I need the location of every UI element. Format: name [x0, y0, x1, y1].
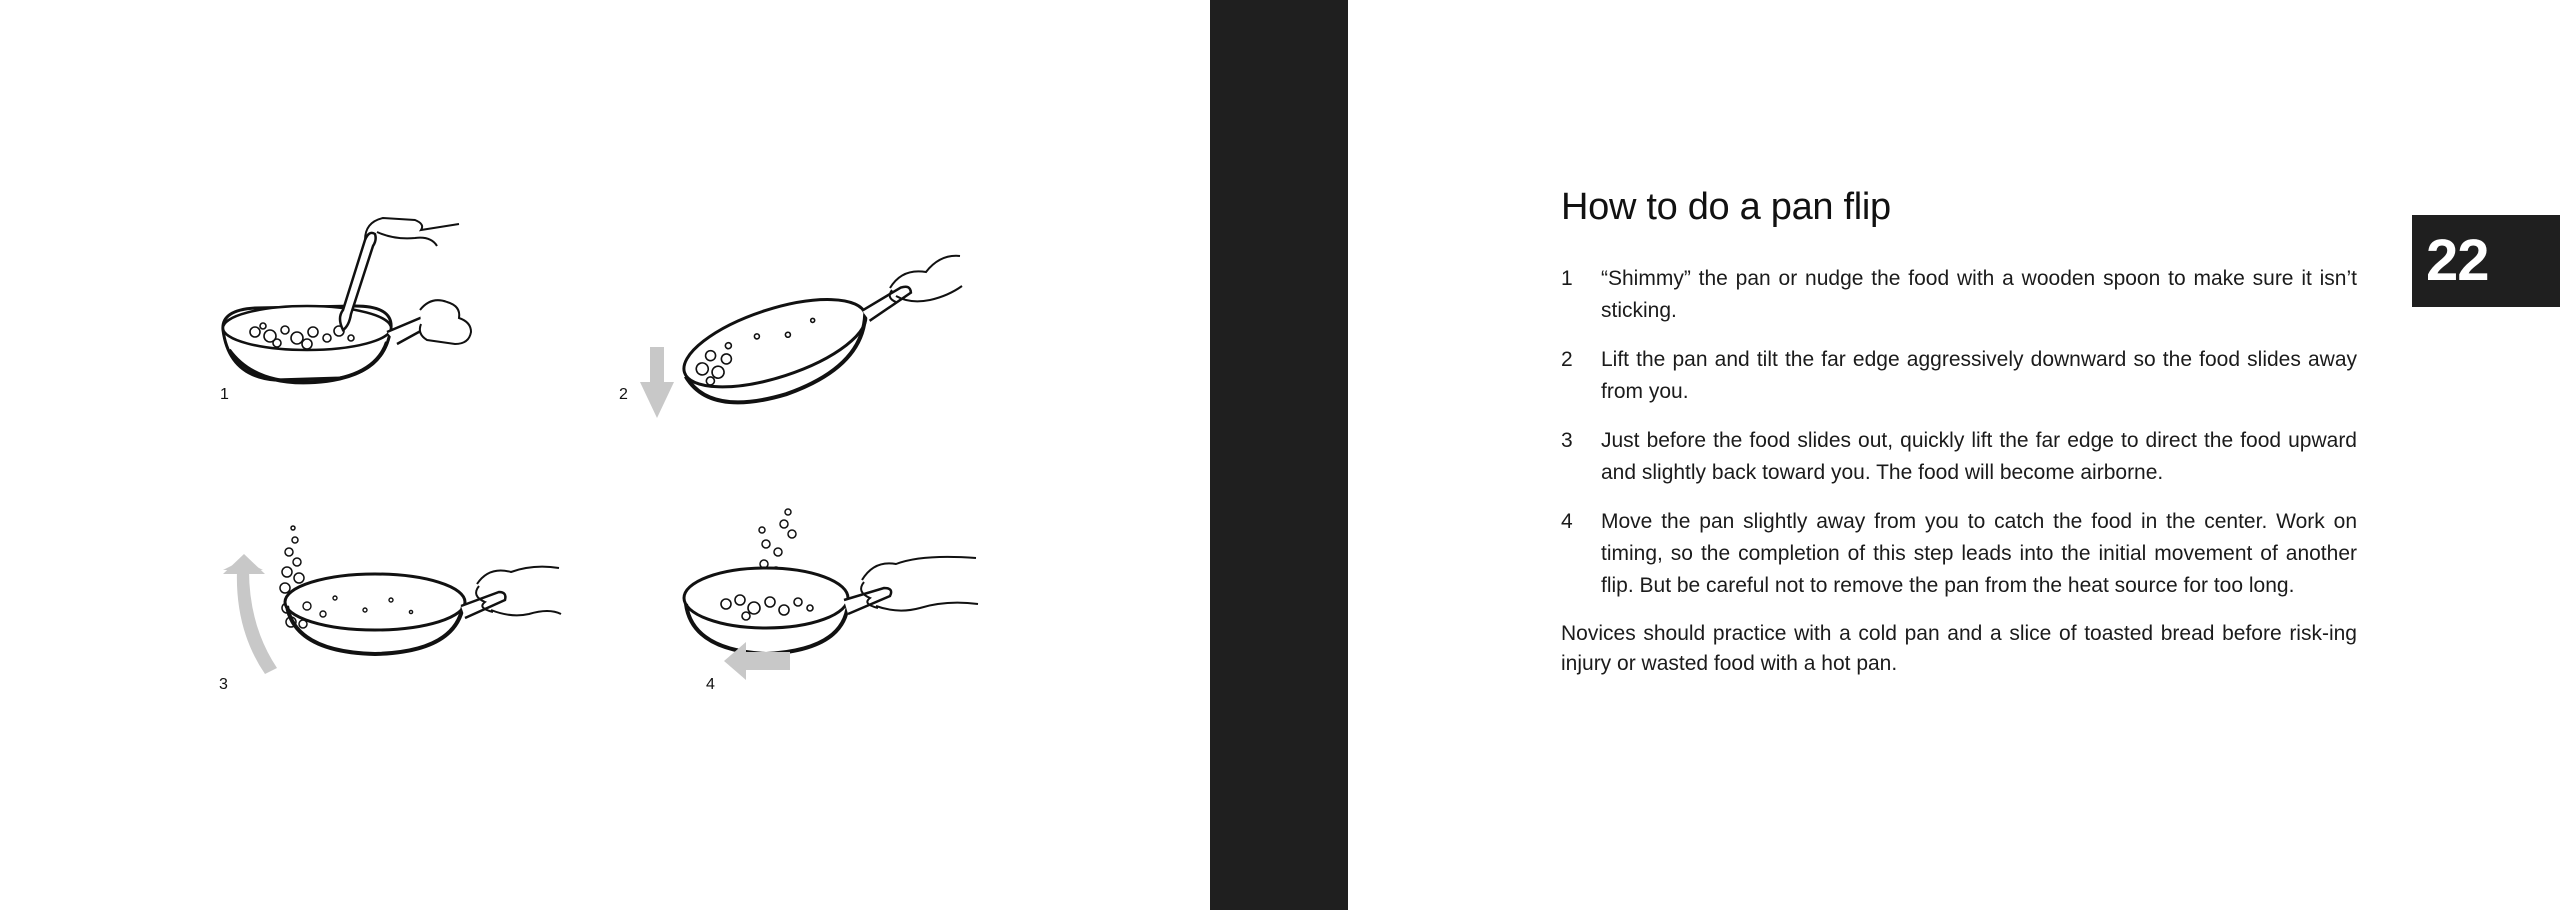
- illustration-step-4: [676, 504, 996, 688]
- list-item: [1561, 344, 2357, 408]
- illustration-step-3: [215, 518, 575, 678]
- pan-toss-icon: [215, 518, 575, 678]
- step-text: Move the pan slightly away from you to catch the food in the center. Work on timing, so the completion of this step leads into the initial movement of another flip. But be careful not to remove the pan from the heat source for too long.: [1601, 510, 2357, 597]
- chapter-number-tab: 22: [2412, 215, 2560, 307]
- pan-stir-icon: [215, 210, 495, 410]
- article: [1561, 186, 2357, 679]
- illustration-number-1: 1: [220, 386, 229, 403]
- arrow-curved-up-icon: [223, 554, 277, 674]
- step-index: 4: [1561, 510, 1573, 533]
- list-item: [1561, 263, 2357, 327]
- illustration-step-2: [640, 232, 970, 432]
- list-item: [1561, 425, 2357, 489]
- page-spine-band: [1210, 0, 1348, 910]
- illustration-number-2: 2: [619, 386, 628, 403]
- pan-tilt-icon: [640, 232, 970, 432]
- illustration-number-3: 3: [219, 676, 228, 693]
- practice-note: Novices should practice with a cold pan and a slice of toasted bread before risk-ing injury or wasted food with a hot pan.: [1561, 622, 2357, 675]
- step-text: Just before the food slides out, quickly lift the far edge to direct the food upward and slightly back toward you. The food will become airborne.: [1601, 429, 2357, 484]
- illustration-step-1: [215, 210, 495, 410]
- pan-catch-icon: [676, 504, 996, 688]
- illustration-number-4: 4: [706, 676, 715, 693]
- step-index: 2: [1561, 348, 1573, 371]
- page-title: How to do a pan flip: [1561, 186, 1891, 228]
- step-text: “Shimmy” the pan or nudge the food with a wooden spoon to make sure it isn’t sticking.: [1601, 267, 2357, 322]
- step-index: 3: [1561, 429, 1573, 452]
- steps-list: [1561, 263, 2357, 602]
- list-item: [1561, 506, 2357, 602]
- step-text: Lift the pan and tilt the far edge aggressively downward so the food slides away from you.: [1601, 348, 2357, 403]
- step-index: 1: [1561, 267, 1573, 290]
- arrow-down-icon: [640, 347, 674, 418]
